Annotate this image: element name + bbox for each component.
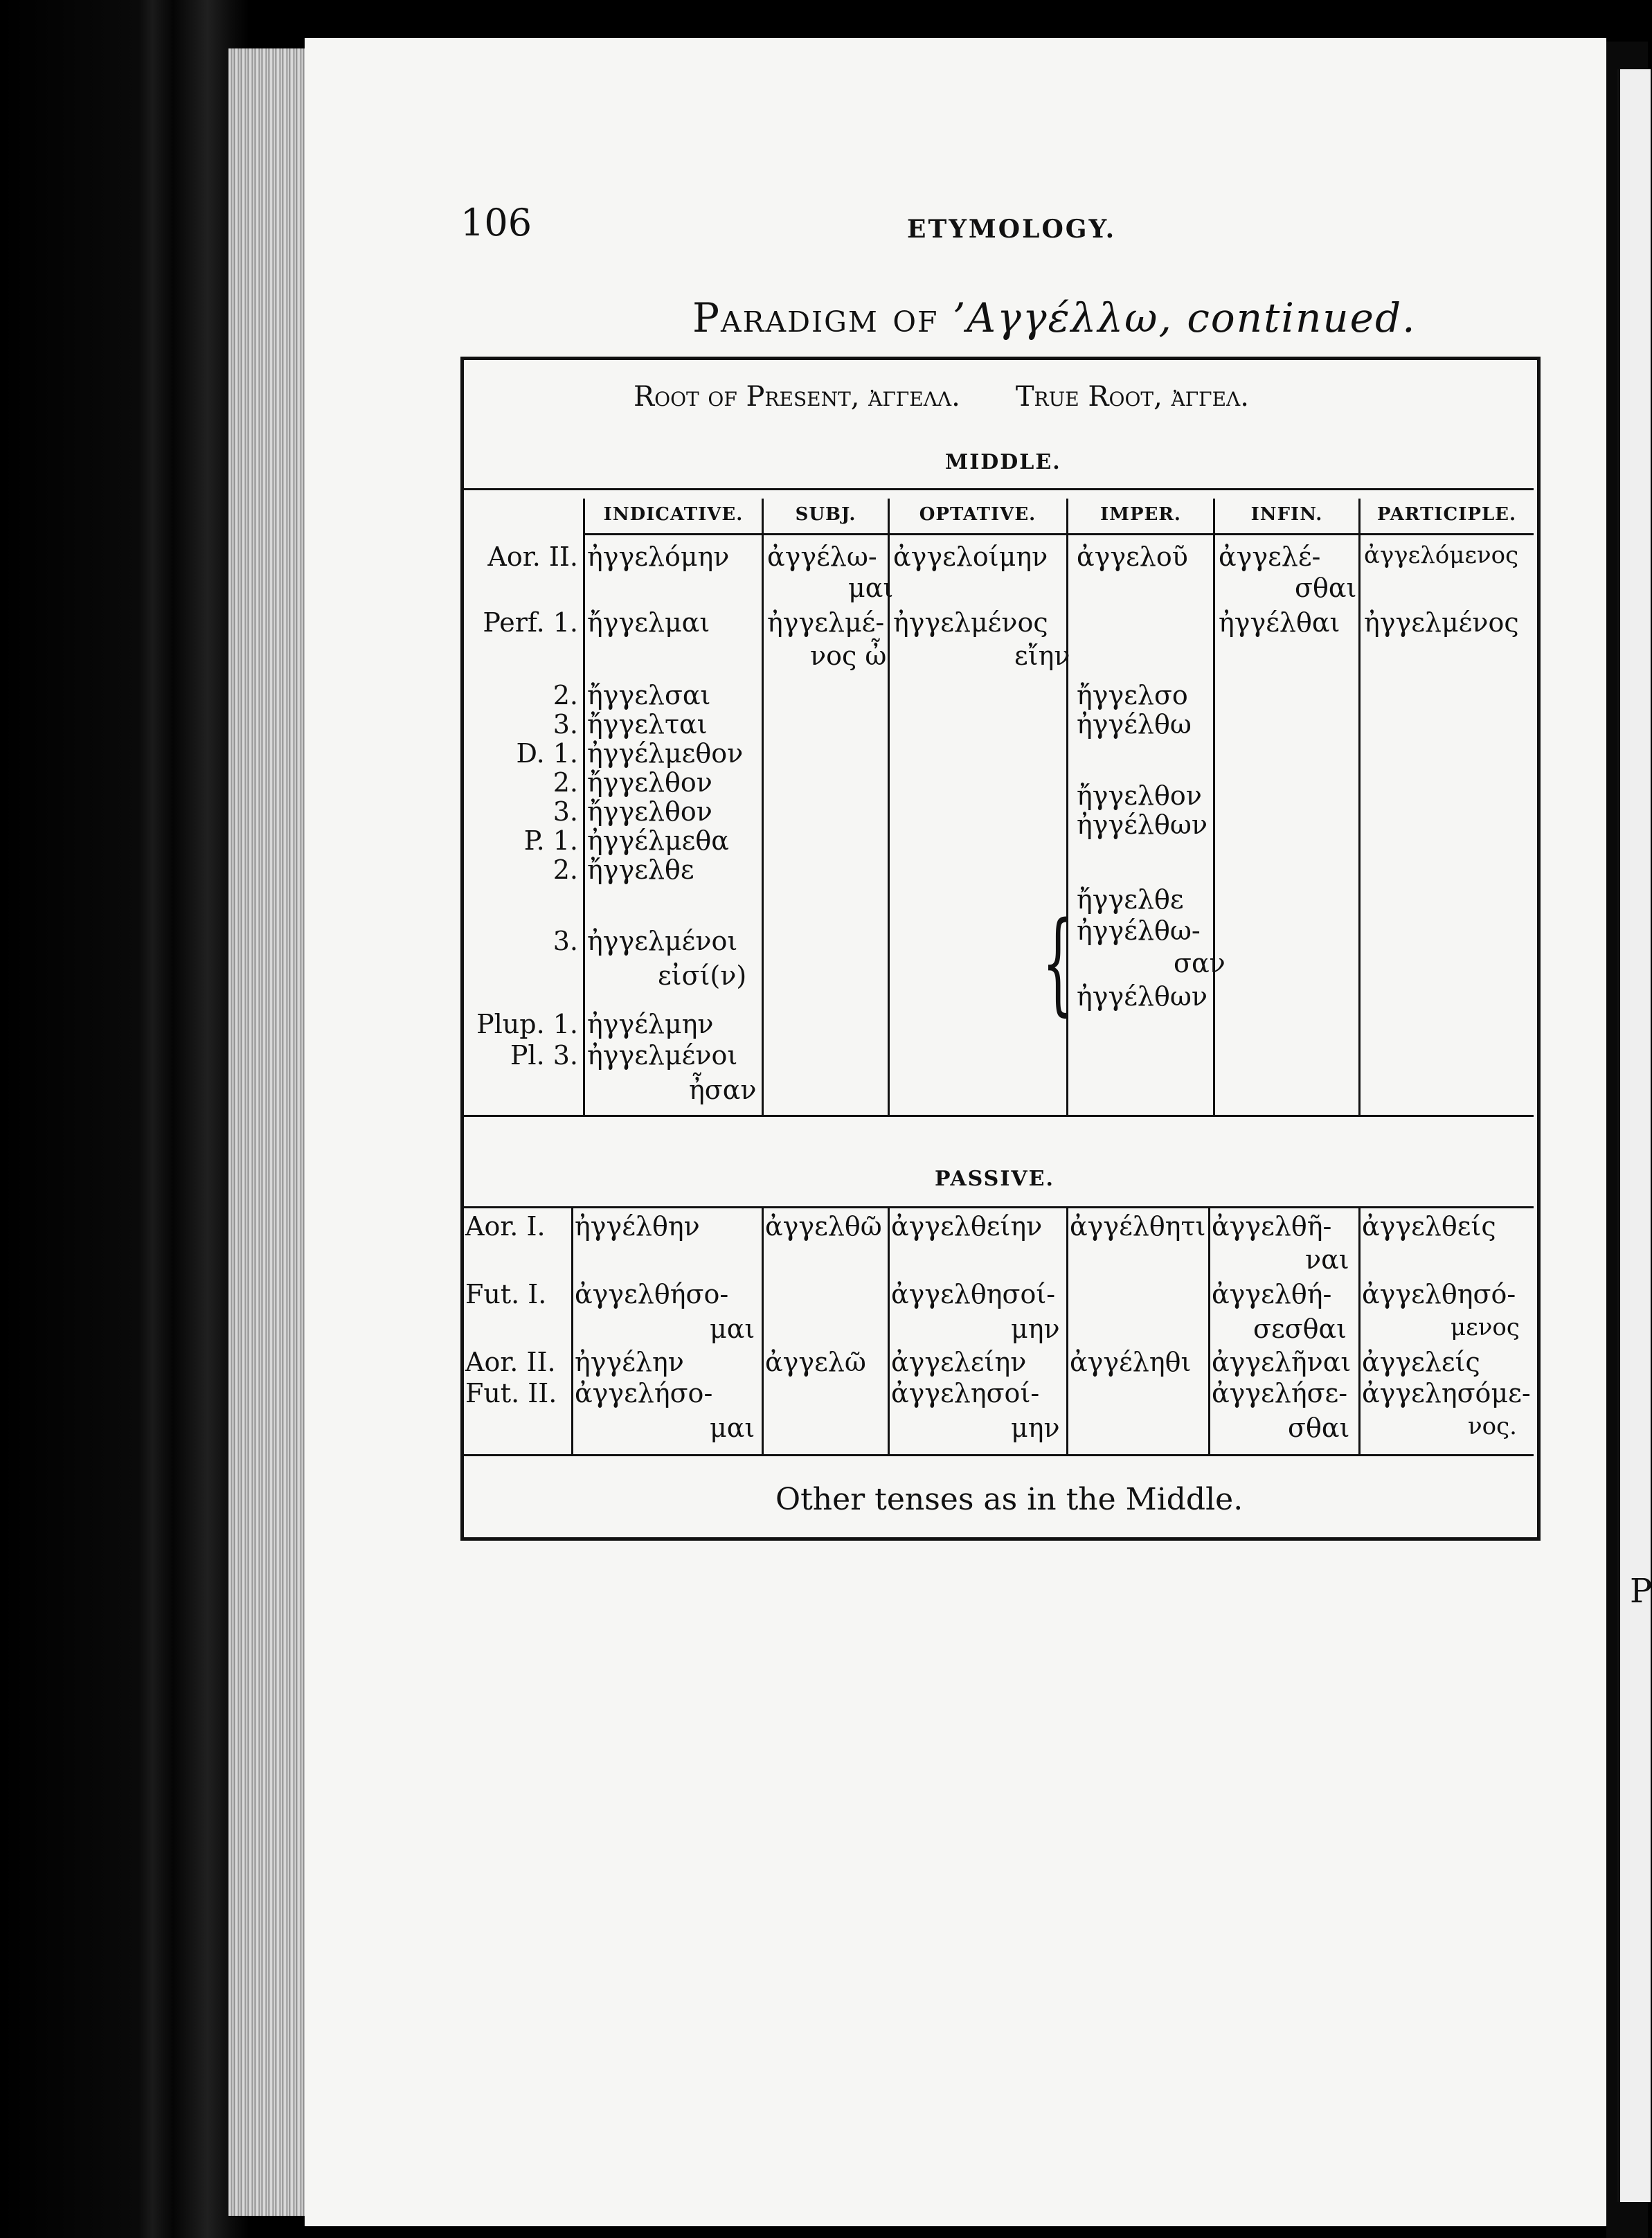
cell-indicative: ἠγγελμένοι (587, 1040, 738, 1071)
rule-middle-end (464, 1115, 1534, 1117)
cell-indicative: ἀγγελήσο- (575, 1378, 713, 1408)
cell-imper: ἤγγελθον (1077, 780, 1202, 811)
cell-imper: ἠγγέλθω- (1077, 915, 1201, 946)
cell-infin: ἀγγελθή- (1212, 1279, 1332, 1309)
root-line (634, 381, 1249, 413)
cell-indicative: εἰσί(ν) (658, 960, 747, 991)
cell-indicative: ἠγγέλθην (575, 1211, 700, 1242)
running-head: ETYMOLOGY. (907, 215, 1117, 244)
row-label: Aor. II. (465, 1347, 556, 1377)
next-page-edge (1617, 69, 1651, 2202)
col-subj: SUBJ. (795, 504, 856, 525)
rule-passive-end (464, 1454, 1534, 1456)
row-label: 3. (553, 709, 578, 740)
brace-icon: { (1042, 897, 1074, 1027)
cell-imper: ἠγγέλθων (1077, 809, 1207, 840)
rule-header (583, 533, 1534, 535)
title-word: ’Αγγέλλω (952, 294, 1159, 341)
cell-indicative: ἤγγελσαι (587, 680, 711, 710)
col-infin: INFIN. (1250, 504, 1323, 525)
col-imper: IMPER. (1100, 504, 1181, 525)
p-col-rule-2 (762, 1206, 764, 1454)
section-passive: PASSIVE. (935, 1167, 1054, 1191)
cell-indicative: ἀγγελθήσο- (575, 1279, 729, 1309)
book-spine (0, 0, 249, 2238)
cell-subj: μαι (848, 573, 894, 603)
cell-imper: ἤγγελθε (1077, 884, 1184, 915)
cell-subj: ἠγγελμέ- (767, 607, 885, 638)
cell-infin: σθαι (1288, 1413, 1350, 1443)
row-label: Perf. 1. (483, 607, 578, 638)
cell-indicative: ἤγγελθον (587, 767, 712, 798)
cell-subj: ἀγγελθῶ (765, 1211, 882, 1242)
cell-participle: ἀγγελθείς (1362, 1211, 1496, 1242)
cell-optative: ἠγγελμένος (893, 607, 1048, 638)
root-present: Root of Present, ἀγγελλ. (634, 381, 960, 413)
cell-indicative: ἤγγελμαι (587, 607, 710, 638)
col-optative: OPTATIVE. (919, 504, 1036, 525)
next-page-letter: P (1630, 1572, 1652, 1611)
cell-infin: σθαι (1295, 573, 1357, 603)
cell-indicative: ἠγγέλμεθα (587, 825, 729, 856)
col-participle: PARTICIPLE. (1376, 504, 1517, 525)
row-label: Fut. I. (465, 1279, 547, 1309)
rule-passive-head (464, 1206, 1534, 1208)
cell-optative: μην (1011, 1314, 1060, 1344)
cell-imper: ἀγγέλθητι (1070, 1211, 1206, 1242)
cell-indicative: ἤγγελθον (587, 796, 712, 827)
cell-infin: ἀγγελθῆ- (1212, 1211, 1332, 1242)
cell-participle: ἠγγελμένος (1364, 607, 1519, 638)
cell-participle: ἀγγελθησό- (1362, 1279, 1516, 1309)
cell-indicative: ἦσαν (689, 1075, 757, 1105)
cell-imper: ἠγγέλθων (1077, 981, 1207, 1012)
cell-indicative: μαι (710, 1413, 755, 1443)
cell-subj: ἀγγελῶ (765, 1347, 866, 1377)
row-label: Aor. II. (487, 541, 578, 572)
cell-optative: ἀγγελησοί- (891, 1378, 1040, 1408)
cell-infin: σεσθαι (1253, 1314, 1347, 1344)
cell-imper: ἀγγέληθι (1070, 1347, 1192, 1377)
cell-indicative: ἠγγέλμην (587, 1009, 714, 1039)
cell-subj: ἀγγέλω- (767, 541, 877, 572)
cell-infin: ἀγγελήσε- (1212, 1378, 1348, 1408)
page-number: 106 (460, 201, 532, 244)
p-col-rule-1 (571, 1206, 573, 1454)
cell-optative: ἀγγελοίμην (893, 541, 1048, 572)
p-col-rule-5 (1208, 1206, 1210, 1454)
cell-participle: ἀγγελησόμε- (1362, 1378, 1531, 1408)
cell-indicative: ἠγγελόμην (587, 541, 730, 572)
cell-infin: ναι (1305, 1244, 1349, 1275)
cell-participle: μενος (1451, 1314, 1520, 1341)
row-label: Pl. 3. (510, 1040, 578, 1071)
title-suffix: , continued. (1158, 294, 1417, 341)
cell-infin: ἀγγελέ- (1219, 541, 1321, 572)
row-label: Aor. I. (465, 1211, 546, 1242)
cell-indicative: ἠγγελμένοι (587, 926, 738, 956)
col-rule-5 (1213, 499, 1215, 1115)
row-label: 2. (553, 767, 578, 798)
cell-optative: ἀγγελείην (891, 1347, 1027, 1377)
cell-indicative: μαι (710, 1314, 755, 1344)
cell-infin: ἠγγέλθαι (1219, 607, 1340, 638)
page-edges (228, 48, 312, 2216)
row-label: Plup. 1. (476, 1009, 578, 1039)
row-label: D. 1. (516, 738, 578, 769)
cell-indicative: ἤγγελται (587, 709, 708, 740)
col-rule-1 (583, 499, 585, 1115)
cell-optative: μην (1011, 1413, 1060, 1443)
root-true: True Root, ἀγγελ. (1015, 381, 1249, 413)
cell-imper: ἀγγελοῦ (1077, 541, 1188, 572)
col-indicative: INDICATIVE. (603, 504, 744, 525)
cell-indicative: ἠγγέλμεθον (587, 738, 744, 769)
p-col-rule-4 (1066, 1206, 1068, 1454)
row-label: 3. (553, 926, 578, 956)
cell-participle: ἀγγελείς (1362, 1347, 1480, 1377)
page-title (692, 294, 1417, 341)
cell-optative: ἀγγελθείην (891, 1211, 1043, 1242)
cell-optative: εἴην (1014, 641, 1070, 671)
cell-imper: ἤγγελσο (1077, 680, 1188, 710)
cell-indicative: ἤγγελθε (587, 854, 694, 885)
p-col-rule-6 (1358, 1206, 1361, 1454)
table-footnote: Other tenses as in the Middle. (775, 1482, 1244, 1517)
col-rule-2 (762, 499, 764, 1115)
p-col-rule-3 (888, 1206, 890, 1454)
cell-participle: ἀγγελόμενος (1364, 541, 1519, 569)
rule-top (464, 488, 1534, 490)
cell-subj: νος ὦ (810, 641, 887, 671)
row-label: Fut. II. (465, 1378, 557, 1408)
row-label: 2. (553, 854, 578, 885)
section-middle: MIDDLE. (945, 450, 1061, 474)
row-label: 3. (553, 796, 578, 827)
cell-participle: νος. (1468, 1413, 1517, 1440)
title-prefix: Paradigm of (692, 294, 953, 341)
cell-imper: σαν (1174, 948, 1225, 978)
cell-infin: ἀγγελῆναι (1212, 1347, 1352, 1377)
cell-optative: ἀγγελθησοί- (891, 1279, 1056, 1309)
row-label: 2. (553, 680, 578, 710)
cell-indicative: ἠγγέλην (575, 1347, 684, 1377)
cell-imper: ἠγγέλθω (1077, 709, 1192, 740)
row-label: P. 1. (523, 825, 578, 856)
col-rule-6 (1358, 499, 1361, 1115)
